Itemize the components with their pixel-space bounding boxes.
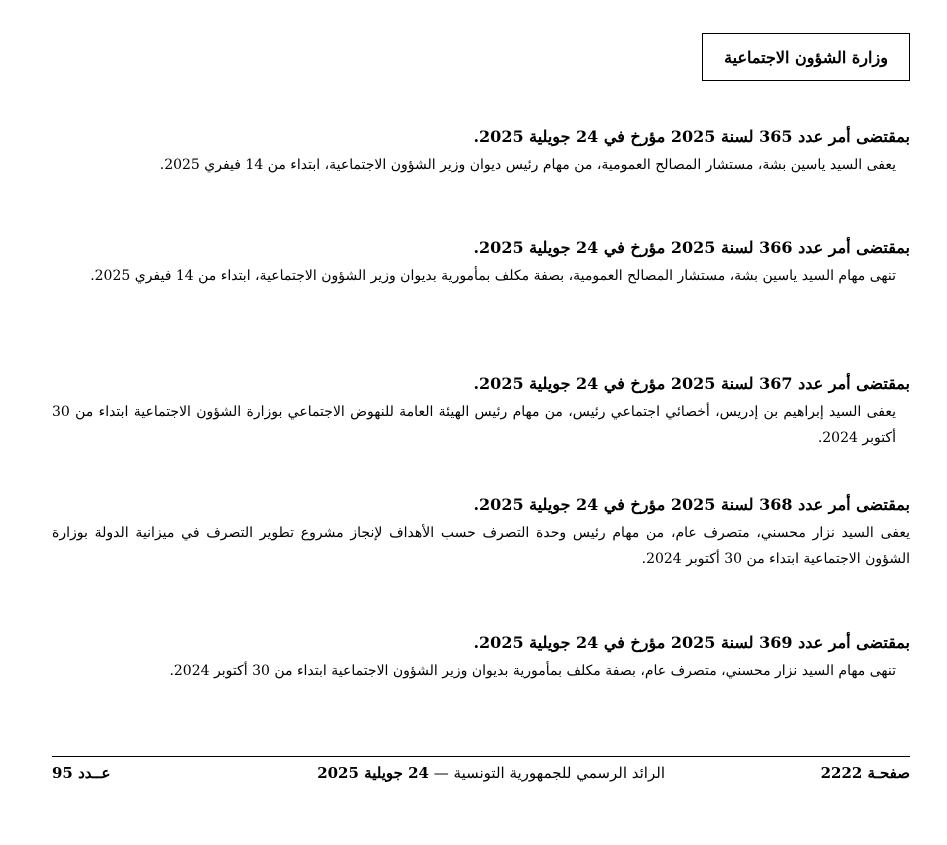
gazette-name: الرائد الرسمي للجمهورية التونسية — [433,764,665,782]
decree-title: بمقتضى أمر عدد 366 لسنة 2025 مؤرخ في 24 جويلية 2025. [473,238,910,257]
decree-title: بمقتضى أمر عدد 368 لسنة 2025 مؤرخ في 24 جويلية 2025. [473,495,910,514]
decree-section [52,632,910,684]
decree-section [52,237,910,289]
decree-title: بمقتضى أمر عدد 365 لسنة 2025 مؤرخ في 24 جويلية 2025. [473,127,910,146]
gazette-date: 24 جويلية 2025 [317,764,429,782]
decree-body: يعفى السيد إبراهيم بن إدريس، أخصائي اجتماعي رئيس، من مهام رئيس الهيئة العامة للنهوض الاجتماعي بوزارة الشؤون الاجتماعية ابتداء من 30 أكتوبر 2024. [52,404,896,446]
page-footer [52,764,910,788]
decree-title: بمقتضى أمر عدد 369 لسنة 2025 مؤرخ في 24 جويلية 2025. [473,633,910,652]
issue-number: عــدد 95 [52,764,111,782]
gazette-line [317,764,665,782]
decree-title: بمقتضى أمر عدد 367 لسنة 2025 مؤرخ في 24 جويلية 2025. [473,374,910,393]
decree-body: تنهى مهام السيد نزار محسني، متصرف عام، بصفة مكلف بمأمورية بديوان وزير الشؤون الاجتماعية ابتداء من 30 أكتوبر 2024. [169,663,896,679]
ministry-header-box [702,33,910,81]
decree-body: يعفى السيد ياسين بشة، مستشار المصالح العمومية، من مهام رئيس ديوان وزير الشؤون الاجتماعية، ابتداء من 14 فيفري 2025. [159,157,896,173]
decree-section [52,126,910,178]
page-number: صفحـة 2222 [820,764,910,782]
ministry-title: وزارة الشؤون الاجتماعية [724,47,888,67]
decree-section [52,373,910,451]
decree-body: يعفى السيد نزار محسني، متصرف عام، من مهام رئيس وحدة التصرف حسب الأهداف لإنجاز مشروع تطوير التصرف في ميزانية الدولة بوزارة الشؤون الاجتماعية ابتداء من 30 أكتوبر 2024. [52,525,910,567]
decree-section [52,494,910,572]
decree-body: تنهى مهام السيد ياسين بشة، مستشار المصالح العمومية، بصفة مكلف بمأمورية بديوان وزير الشؤون الاجتماعية، ابتداء من 14 فيفري 2025. [90,268,896,284]
footer-divider [52,756,910,757]
